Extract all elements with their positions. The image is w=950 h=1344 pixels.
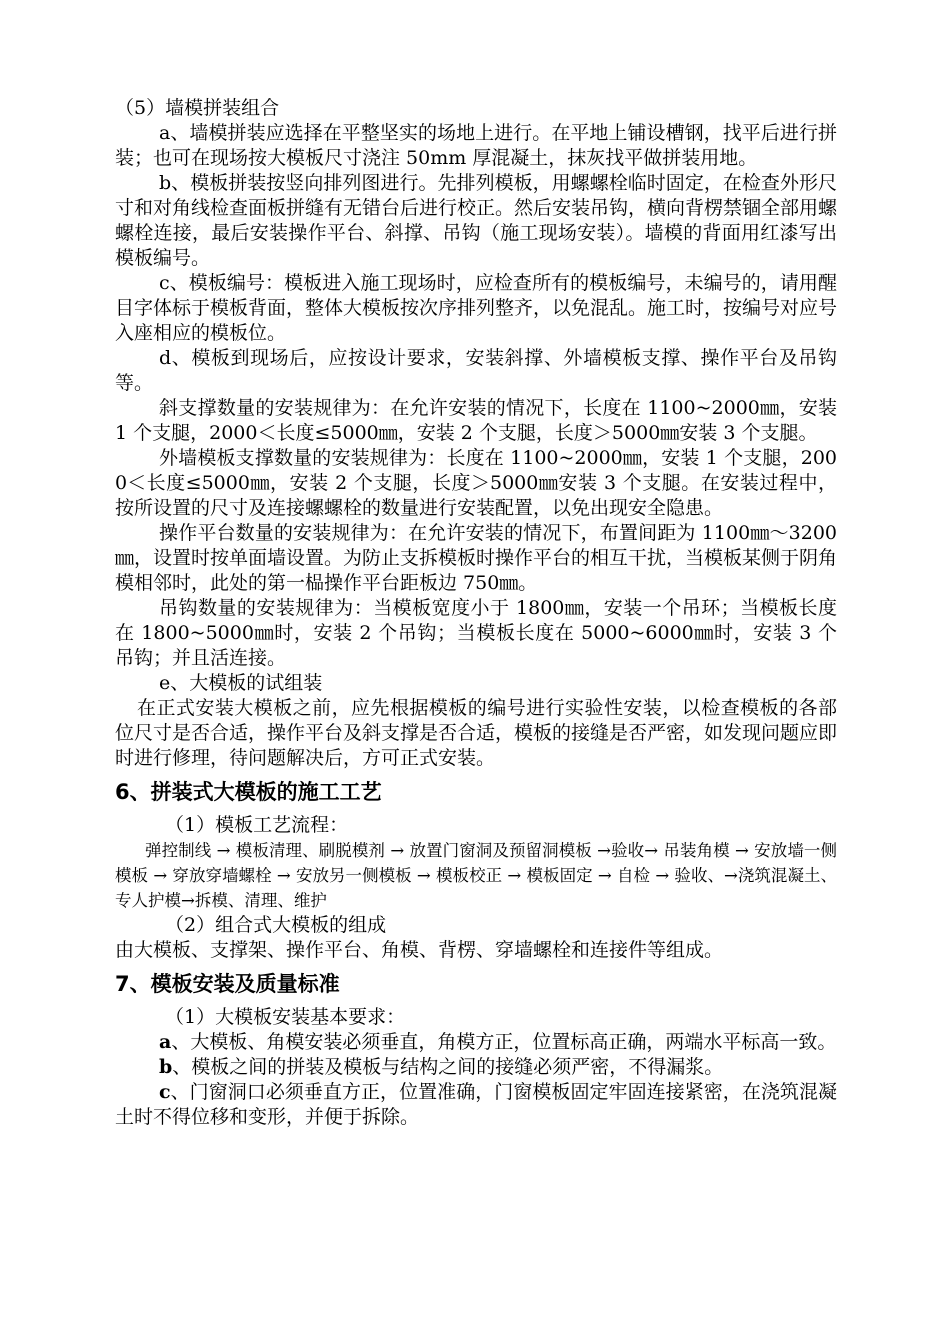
- flow-heading: （1）模板工艺流程：: [165, 814, 349, 836]
- requirements-heading: （1）大模板安装基本要求：: [165, 1006, 406, 1028]
- paragraph-platform-rule: 操作平台数量的安装规律为：在允许安装的情况下，布置间距为 1100㎜～3200㎜，设置时按单面墙设置。为防止支拆模板时操作平台的相互干扰，当模板某侧于阴角模相邻时，此处的第一榀操作平台距板边 750㎜。: [115, 522, 838, 594]
- compose-heading: （2）组合式大模板的组成: [165, 914, 387, 936]
- paragraph-brace-rule: 斜支撑数量的安装规律为：在允许安装的情况下，长度在 1100~2000㎜，安装 1 个支腿，2000＜长度≤5000㎜，安装 2 个支腿，长度＞5000㎜安装 3 个支腿。: [115, 397, 837, 444]
- flow-text: 弹控制线 → 模板清理、刷脱模剂 → 放置门窗洞及预留洞模板 →验收→ 吊装角模 → 安放墙一侧模板 → 穿放穿墙螺栓 → 安放另一侧模板 → 模板校正 → 模板固定 → 自检 → 验收、→浇筑混凝土、专人护模→拆模、清理、维护: [115, 841, 837, 910]
- requirement-b: [115, 1055, 837, 1080]
- section6-title: 6、拼装式大模板的施工工艺: [115, 780, 382, 804]
- paragraph-5e-text: 在正式安装大模板之前，应先根据模板的编号进行实验性安装，以检查模板的各部位尺寸是否合适，操作平台及斜支撑是否合适，模板的接缝是否严密，如发现问题应即时进行修理，待问题解决后，方可正式安装。: [115, 697, 838, 769]
- paragraph-5d: d、模板到现场后，应按设计要求，安装斜撑、外墙模板支撑、操作平台及吊钩等。: [115, 347, 837, 394]
- paragraph-outer-rule: 外墙模板支撑数量的安装规律为：长度在 1100~2000㎜，安装 1 个支腿，2000＜长度≤5000㎜，安装 2 个支腿，长度＞5000㎜安装 3 个支腿。在安装过程中，按所设置的尺寸及连接螺螺栓的数量进行安装配置，以免出现安全隐患。: [115, 447, 837, 519]
- document-page: [115, 96, 837, 1130]
- paragraph-5a: a、墙模拼装应选择在平整坚实的场地上进行。在平地上铺设槽钢，找平后进行拼装；也可在现场按大模板尺寸浇注 50mm 厚混凝土，抹灰找平做拼装用地。: [115, 122, 837, 169]
- compose-text: 由大模板、支撑架、操作平台、角模、背楞、穿墙螺栓和连接件等组成。: [115, 939, 724, 961]
- paragraph-hook-rule: 吊钩数量的安装规律为：当模板宽度小于 1800㎜，安装一个吊环；当模板长度在 1800~5000㎜时，安装 2 个吊钩；当模板长度在 5000~6000㎜时，安装 3 个吊钩；并且活连接。: [115, 597, 837, 669]
- requirement-b-text: 、模板之间的拼装及模板与结构之间的接缝必须严密，不得漏浆。: [172, 1056, 724, 1078]
- requirement-c-label: c: [159, 1081, 171, 1103]
- paragraph-5c: c、模板编号：模板进入施工现场时，应检查所有的模板编号，未编号的，请用醒目字体标于模板背面，整体大模板按次序排列整齐，以免混乱。施工时，按编号对应号入座相应的模板位。: [115, 272, 838, 344]
- section7-title: 7、模板安装及质量标准: [115, 972, 340, 996]
- requirement-c-text: 、门窗洞口必须垂直方正，位置准确，门窗模板固定牢固连接紧密，在浇筑混凝土时不得位移和变形，并便于拆除。: [115, 1081, 837, 1128]
- requirement-a-text: 、大模板、角模安装必须垂直，角模方正，位置标高正确，两端水平标高一致。: [171, 1031, 837, 1053]
- requirement-b-label: b: [159, 1056, 173, 1078]
- paragraph-5b: b、模板拼装按竖向排列图进行。先排列模板，用螺螺栓临时固定，在检查外形尺寸和对角线检查面板拼缝有无错台后进行校正。然后安装吊钩，横向背楞禁锢全部用螺螺栓连接，最后安装操作平台、斜撑、吊钩（施工现场安装）。墙模的背面用红漆写出模板编号。: [115, 172, 838, 269]
- requirement-a: [115, 1030, 837, 1055]
- paragraph-5e: e、大模板的试组装: [159, 672, 323, 694]
- requirement-a-label: a: [159, 1031, 172, 1053]
- requirement-c: [115, 1080, 837, 1130]
- section5-heading: （5）墙模拼装组合: [115, 97, 280, 119]
